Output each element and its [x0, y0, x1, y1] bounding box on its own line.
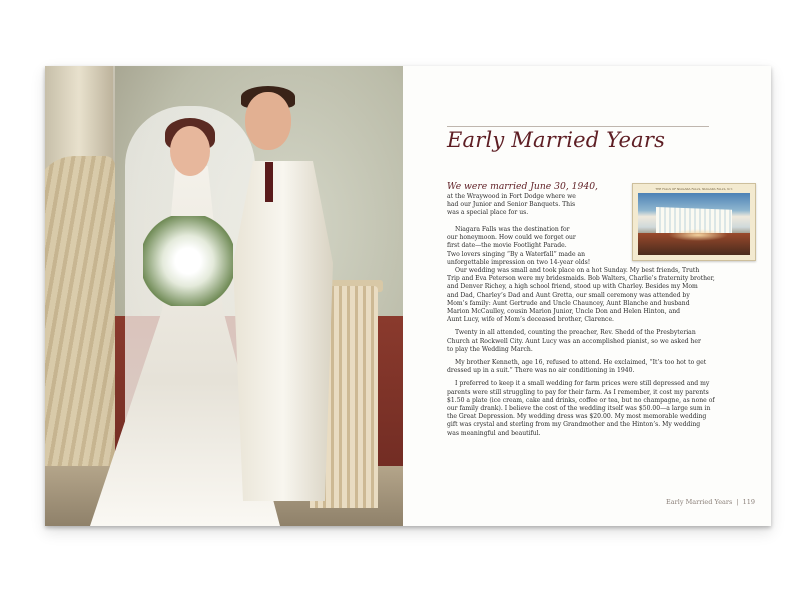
book-spread — [45, 66, 771, 526]
paragraph-kenneth — [447, 359, 747, 375]
text-line: Our wedding was small and took place on a hot Sunday. My best friends, Truth — [455, 267, 700, 274]
paragraph-niagara — [447, 226, 633, 272]
paragraph-twenty — [447, 329, 747, 354]
text-line: was meaningful and beautiful. — [447, 429, 541, 437]
groom-face — [245, 92, 291, 150]
groom-tie — [265, 162, 273, 202]
text-line: at the Wraywood in Fort Dodge where we — [447, 193, 576, 200]
text-line: our family drank). I believe the cost of the wedding itself was $50.00—a large sum in — [447, 405, 711, 413]
text-page — [403, 66, 771, 526]
paragraph-farm — [447, 380, 747, 437]
niagara-postcard — [632, 183, 756, 261]
text-line: I preferred to keep it a small wedding for farm prices were still depressed and my — [455, 380, 710, 388]
running-footer: Early Married Years — [666, 498, 733, 506]
paragraph-first — [447, 193, 633, 223]
groom-suit — [233, 161, 333, 501]
text-line: Aunt Lucy, wife of Mom’s deceased brother, Clarence. — [447, 316, 614, 324]
text-line: dressed up in a suit.” There was no air conditioning in 1940. — [447, 367, 635, 375]
postcard-caption: THE FALLS OF NIAGARA FALLS, NIAGARA FALLS, N.Y. — [655, 187, 733, 191]
text-line: Marion McCaulley, cousin Marion Junior, Uncle Don and Helen Hinton, and — [447, 308, 681, 316]
title-rule — [447, 126, 709, 127]
text-line: Church at Rockwell City. Aunt Lucy was an accomplished pianist, so we asked her — [447, 337, 701, 345]
text-line: $1.50 a plate (ice cream, cake and drinks, coffee or tea, but no champagne, as none of — [447, 396, 715, 404]
page-folio — [666, 498, 755, 506]
photo-drapery — [45, 156, 115, 496]
text-line: was a special place for us. — [447, 209, 529, 217]
bridal-bouquet — [143, 216, 233, 306]
text-line: parents were still struggling to pay for their farm. As I remember, it cost my parents — [447, 388, 709, 396]
body-text — [447, 267, 747, 443]
text-line: first date—the movie Footlight Parade. — [447, 242, 567, 250]
page-number: 119 — [742, 498, 755, 506]
postcard-image — [638, 193, 750, 255]
folio-separator: | — [736, 498, 739, 506]
lead-line: We were married June 30, 1940, — [447, 181, 598, 192]
text-line: Niagara Falls was the destination for — [455, 226, 570, 233]
wedding-photo — [45, 66, 403, 526]
text-line: Two lovers singing “By a Waterfall” made an — [447, 250, 586, 258]
chapter-title: Early Married Years — [447, 128, 666, 152]
text-line: My brother Kenneth, age 16, refused to attend. He exclaimed, “It’s too hot to get — [455, 359, 707, 367]
text-line: Mom’s family: Aunt Gertrude and Uncle Chauncey, Aunt Blanche and husband — [447, 299, 690, 307]
text-line: unforgettable impression on two 14-year olds! — [447, 258, 591, 266]
bride-face — [170, 126, 210, 176]
text-line: Twenty in all attended, counting the preacher, Rev. Shedd of the Presbyterian — [455, 329, 696, 337]
text-line: Trip and Eva Peterson were my bridesmaids. Bob Walters, Charlie’s fraternity brother, — [447, 275, 715, 283]
paragraph-wedding — [447, 267, 747, 324]
falls-spray — [668, 229, 728, 241]
text-line: to play the Wedding March. — [447, 345, 533, 353]
text-line: and Denver Richey, a high school friend, stood up with Charley. Besides my Mom — [447, 283, 698, 291]
text-line: had our Junior and Senior Banquets. This — [447, 201, 576, 209]
text-line: and Dad, Charley’s Dad and Aunt Gretta, our small ceremony was attended by — [447, 291, 690, 299]
text-line: the Great Depression. My wedding dress was $20.00. My most memorable wedding — [447, 413, 707, 421]
text-line: gift was crystal and sterling from my Grandmother and the Hinton’s. My wedding — [447, 421, 701, 429]
text-line: our honeymoon. How could we forget our — [447, 234, 576, 242]
